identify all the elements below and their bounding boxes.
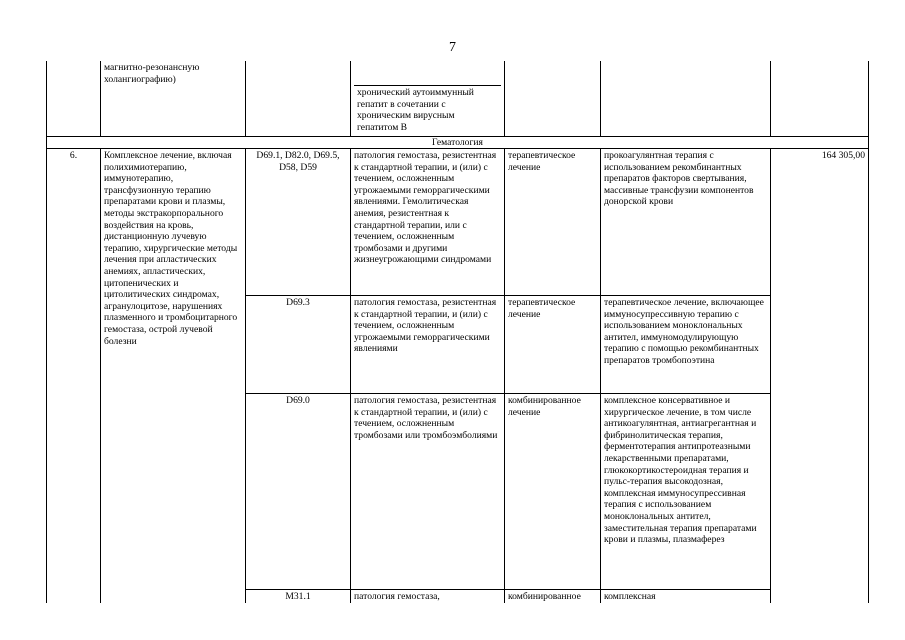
page-number: 7: [449, 40, 456, 55]
patient-model-cell: [351, 61, 505, 137]
treatment-method-cell: [601, 61, 771, 137]
treatment-type-cell: [505, 61, 601, 137]
blank-subcell: [354, 62, 501, 86]
row-patient-model: патология гемостаза,: [351, 590, 505, 604]
row-codes: D69.1, D82.0, D69.5, D58, D59: [246, 149, 351, 296]
row-codes: D69.3: [246, 296, 351, 394]
row-codes: D69.0: [246, 394, 351, 590]
row-treatment-method: комплексная: [601, 590, 771, 604]
row-patient-model: патология гемостаза, резистентная к стандартной терапии, и (или) с течением, осложненным угрожаемыми геморрагическими явлениями. Гемолитическая анемия, резистентная к стандартной терапии, или с течением, осложненным тромбозами и другими жизнеугрожающими синдромами: [351, 149, 505, 296]
group-cost: 164 305,00: [771, 149, 869, 604]
group-number: 6.: [47, 149, 101, 604]
row-treatment-type: терапевтическое лечение: [505, 149, 601, 296]
row-treatment-type: комбинированное: [505, 590, 601, 604]
row-treatment-method: терапевтическое лечение, включающее иммуносупрессивную терапию с использованием моноклональных антител, иммуномодулирующую терапию с помощью рекомбинантных препаратов тромбопоэтина: [601, 296, 771, 394]
section-title: Гематология: [47, 137, 869, 149]
row-treatment-type: терапевтическое лечение: [505, 296, 601, 394]
table-row: [47, 149, 869, 296]
method-cell: магнитно-резонансную холангиографию): [101, 61, 246, 137]
row-patient-model: патология гемостаза, резистентная к стандартной терапии, и (или) с течением, осложненным угрожаемыми геморрагическими явлениями: [351, 296, 505, 394]
row-treatment-method: прокоагулянтная терапия с использованием рекомбинантных препаратов факторов свертывания, массивные трансфузии компонентов донорской крови: [601, 149, 771, 296]
section-row: [47, 137, 869, 149]
row-treatment-type: комбинированное лечение: [505, 394, 601, 590]
continuation-row: [47, 61, 869, 137]
row-patient-model: патология гемостаза, резистентная к стандартной терапии, и (или) с течением, осложненным тромбозами или тромбоэмболиями: [351, 394, 505, 590]
number-cell: [47, 61, 101, 137]
row-codes: M31.1: [246, 590, 351, 604]
patient-model-extra: хронический аутоиммунный гепатит в сочетании с хроническим вирусным гепатитом В: [357, 87, 474, 133]
codes-cell: [246, 61, 351, 137]
cost-cell: [771, 61, 869, 137]
services-table: [46, 61, 869, 603]
row-treatment-method: комплексное консервативное и хирургическое лечение, в том числе антикоагулянтная, антиагрегантная и фибринолитическая терапия, ферментотерапия антипротеазными лекарственными препаратами, глюкокортикостероидная терапия и пульс-терапия высокодозная, комплексная иммуносупрессивная терапия с использованием моноклональных антител, заместительная терапия препаратами крови и плазмы, плазмаферез: [601, 394, 771, 590]
group-method: Комплексное лечение, включая полихимиотерапию, иммунотерапию, трансфузионную терапию препаратами крови и плазмы, методы экстракорпорального воздействия на кровь, дистанционную лучевую терапию, хирургические методы лечения при апластических анемиях, апластических, цитопенических и цитолитических синдромах, агранулоцитозе, нарушениях плазменного и тромбоцитарного гемостаза, острой лучевой болезни: [101, 149, 246, 604]
